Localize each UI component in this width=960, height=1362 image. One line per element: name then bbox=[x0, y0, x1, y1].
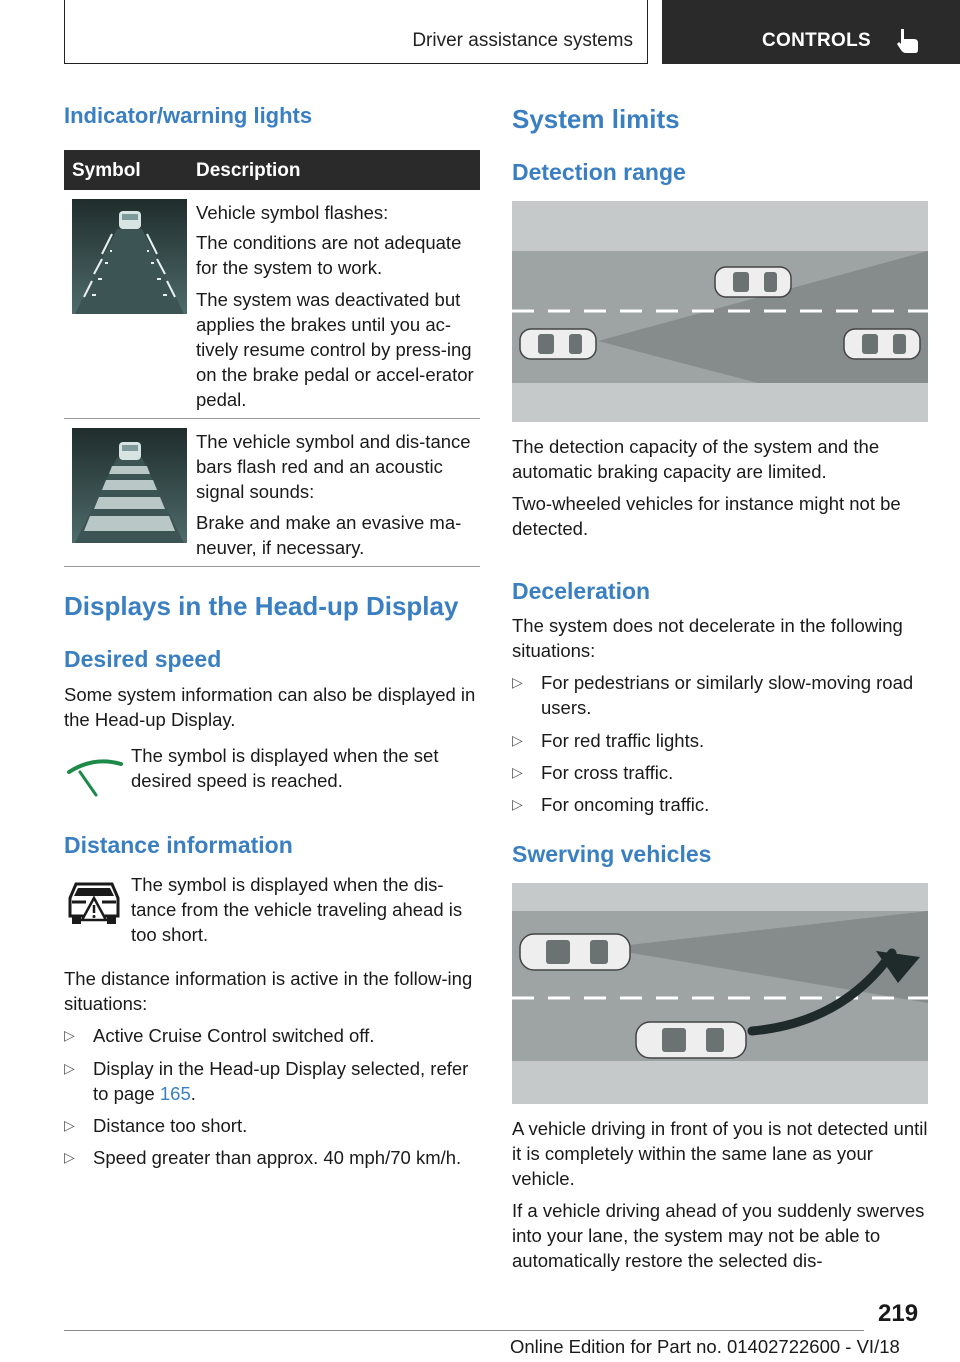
table-bottom-line bbox=[64, 566, 480, 567]
manual-page: Driver assistance systems CONTROLS Indicator/warning lights Symbol Description Vehicle symbol flashes: The conditions are not adequate for the system to work. The system was deactivated but applies the brakes until you ac-tively resume control by press-ing on the brake pedal or accel-erator pedal. The vehicle symbol and dis-tance bars flash red and an acoustic signal sounds: Brake and make an evasive ma-neuver, if necessary. Displays in the Head-up Display Desired speed Some system information can also be displayed in the Head-up Display. The symbol is displayed when the set desired speed is reached. Distance information The symbol is displayed when the dis-tance from the vehicle traveling ahead is too short. The distance information is active in the follow-ing situations: ▷ Active Cruise Control switched off. ▷ Display in the Head-up Display selected, refer to page 165. ▷ Distance too short. ▷ Speed greater than approx. 40 mph/70 km/h. System limits Detection range The detection capacity of the system and the automatic braking capacity are limited. Two-wheeled vehicles for instance might not be detected. Deceleration The system does not decelerate in the following situations: ▷ For pedestrians or similarly slow-moving road users. ▷ For red traffic lights. ▷ For cross traffic. ▷ For oncoming traffic. Swerving vehicles A vehicle driving in front of you is not detected until it is completely within the same lane as your vehicle. If a vehicle driving ahead of you suddenly swerves into your lane, the system may not be able to automatically restore the selected dis- 219 Online Edition for Part no. 01402722600 - VI/18 bbox=[0, 0, 960, 1362]
bullet-text: For cross traffic. bbox=[541, 762, 674, 783]
bullet-triangle-icon: ▷ bbox=[64, 1027, 75, 1043]
bullet-text: Speed greater than approx. 40 mph/70 km/h. bbox=[93, 1147, 462, 1168]
detection-range-illustration bbox=[512, 201, 928, 422]
bullet-triangle-icon: ▷ bbox=[512, 764, 523, 780]
bullet-triangle-icon: ▷ bbox=[64, 1060, 75, 1076]
col-symbol-header: Symbol bbox=[72, 160, 141, 181]
desired-speed-text: Some system information can also be displayed in the Head-up Display. bbox=[64, 684, 476, 730]
row1-line1: Vehicle symbol flashes: bbox=[196, 202, 389, 223]
bullet-triangle-icon: ▷ bbox=[64, 1149, 75, 1165]
row1-line3: The system was deactivated but applies the brakes until you ac-tively resume control by press-ing on the brake pedal or accel-erator pedal. bbox=[196, 289, 474, 410]
header-section-tab bbox=[64, 0, 648, 64]
bullet-text: For red traffic lights. bbox=[541, 730, 705, 751]
distance-active-text: The distance information is active in the follow-ing situations: bbox=[64, 968, 473, 1014]
swerving-text-1: A vehicle driving in front of you is not detected until it is completely within the same lane as your vehicle. bbox=[512, 1118, 928, 1189]
distance-info-heading: Distance information bbox=[64, 832, 293, 858]
bullet-text: For oncoming traffic. bbox=[541, 794, 710, 815]
hud-heading: Displays in the Head-up Display bbox=[64, 591, 459, 621]
swerving-text-2: If a vehicle driving ahead of you suddenly swerves into your lane, the system may not be able to automatically restore the selected dis- bbox=[512, 1200, 925, 1271]
vehicle-symbol-flashing-icon bbox=[72, 199, 187, 314]
detection-range-heading: Detection range bbox=[512, 159, 686, 185]
desired-speed-heading: Desired speed bbox=[64, 646, 222, 672]
table-header bbox=[64, 150, 480, 190]
system-limits-heading: System limits bbox=[512, 104, 680, 134]
swerving-vehicles-illustration bbox=[512, 883, 928, 1104]
bullet-text: For pedestrians or similarly slow-moving road users. bbox=[541, 672, 914, 718]
bullet-text: Distance too short. bbox=[93, 1115, 248, 1136]
distance-warning-car-icon bbox=[66, 876, 122, 926]
deceleration-heading: Deceleration bbox=[512, 578, 651, 604]
footer-rule bbox=[64, 1330, 864, 1331]
row2-line2: Brake and make an evasive ma-neuver, if necessary. bbox=[196, 512, 462, 558]
desired-speed-icon bbox=[66, 752, 126, 800]
distance-symbol-text: The symbol is displayed when the dis-tance from the vehicle traveling ahead is too short. bbox=[131, 874, 463, 945]
hand-pointer-icon bbox=[892, 26, 922, 56]
row1-line2: The conditions are not adequate for the system to work. bbox=[196, 232, 462, 278]
page-number: 219 bbox=[878, 1300, 919, 1327]
desired-speed-symbol-text: The symbol is displayed when the set desired speed is reached. bbox=[131, 745, 439, 791]
indicator-lights-heading: Indicator/warning lights bbox=[64, 103, 313, 128]
header-section-title: Driver assistance systems bbox=[412, 30, 633, 51]
deceleration-text: The system does not decelerate in the following situations: bbox=[512, 615, 903, 661]
page-reference-link[interactable]: 165 bbox=[159, 1083, 191, 1104]
bullet-triangle-icon: ▷ bbox=[512, 674, 523, 690]
footer-edition: Online Edition for Part no. 01402722600 - VI/18 bbox=[510, 1336, 900, 1357]
row2-line1: The vehicle symbol and dis-tance bars flash red and an acoustic signal sounds: bbox=[196, 431, 471, 502]
table-row-divider bbox=[64, 418, 480, 419]
header-chapter-title: CONTROLS bbox=[762, 30, 872, 51]
bullet-triangle-icon: ▷ bbox=[512, 732, 523, 748]
bullet-triangle-icon: ▷ bbox=[512, 796, 523, 812]
bullet-text: Active Cruise Control switched off. bbox=[93, 1025, 375, 1046]
detection-text-1: The detection capacity of the system and the automatic braking capacity are limited. bbox=[512, 436, 880, 482]
distance-bars-warning-icon bbox=[72, 428, 187, 543]
col-description-header: Description bbox=[196, 160, 301, 181]
swerving-vehicles-heading: Swerving vehicles bbox=[512, 841, 712, 867]
bullet-triangle-icon: ▷ bbox=[64, 1117, 75, 1133]
bullet-text: Display in the Head-up Display selected, refer to page bbox=[93, 1058, 469, 1104]
detection-text-2: Two-wheeled vehicles for instance might not be detected. bbox=[512, 493, 901, 539]
